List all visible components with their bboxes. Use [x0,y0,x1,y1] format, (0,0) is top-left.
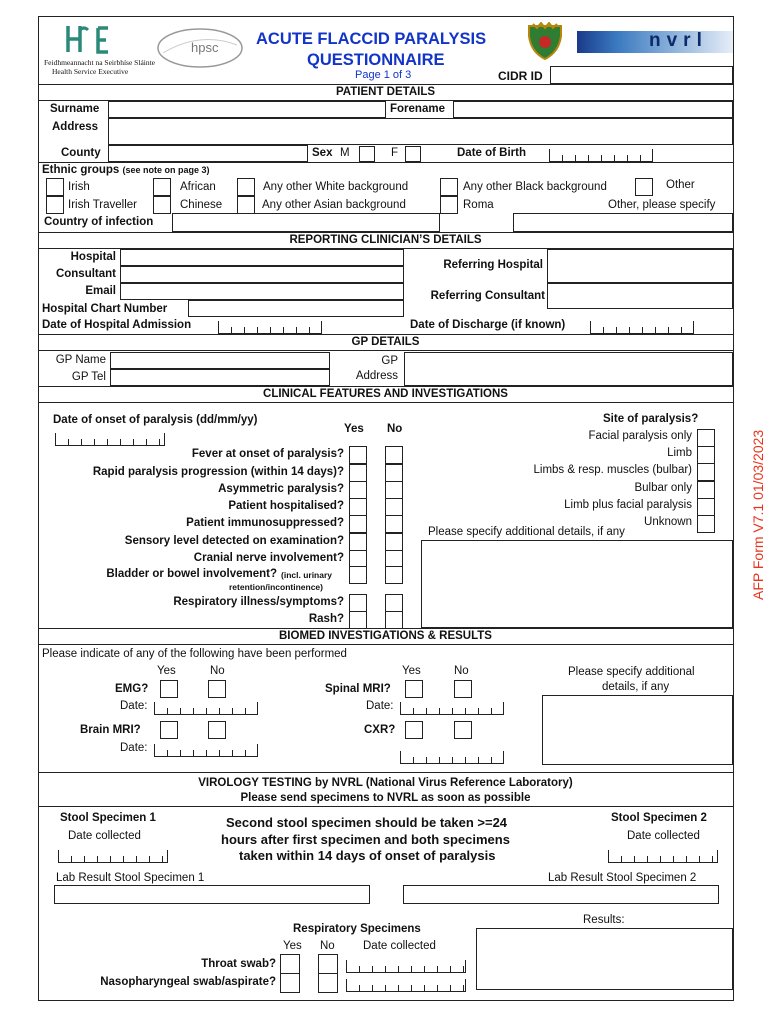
clinical-question-no-checkbox[interactable] [385,515,403,533]
admission-date-input[interactable] [218,321,322,334]
sex-label: Sex [312,147,333,159]
referring-consultant-input[interactable] [547,283,733,309]
divider [38,334,733,335]
consultant-label: Consultant [55,268,116,280]
naso-swab-date-input[interactable] [346,979,466,992]
divider [38,162,733,163]
clinical-question-label: Bladder or bowel involvement? [106,568,277,580]
divider [38,386,733,387]
divider [38,84,733,85]
section-subheading-virology: Please send specimens to NVRL as soon as possible [240,792,531,804]
throat-swab-yes-checkbox[interactable] [280,954,300,974]
ethnic-chinese-label: Chinese [180,199,223,211]
clinical-question-label: Fever at onset of paralysis? [191,448,344,460]
discharge-date-label: Date of Discharge (if known) [410,319,566,331]
clinical-question-yes-checkbox[interactable] [349,594,367,612]
site-option-checkbox[interactable] [697,498,715,516]
country-infection-input[interactable] [172,213,440,232]
emg-date-label: Date: [120,700,148,712]
cxr-yes-checkbox[interactable] [405,721,423,739]
hpsc-logo-text: hpsc [191,40,219,55]
clinical-question-yes-checkbox[interactable] [349,446,367,464]
site-option-label: Unknown [644,516,692,528]
yes-column-label: Yes [344,423,364,435]
ethnic-african-checkbox[interactable] [153,178,171,196]
naso-swab-label: Nasopharyngeal swab/aspirate? [100,976,276,988]
discharge-date-input[interactable] [590,321,694,334]
clinical-question-label: Cranial nerve involvement? [193,552,344,564]
stool1-date-input[interactable] [58,850,168,863]
site-option-label: Limbs & resp. muscles (bulbar) [533,464,692,476]
nvrl-logo-text: nvrl [649,30,708,51]
clinical-question-yes-checkbox[interactable] [349,515,367,533]
nvrl-logo [577,28,733,56]
brain-mri-date-input[interactable] [154,744,258,757]
ethnic-label [42,164,210,176]
clinical-question-no-checkbox[interactable] [385,611,403,629]
no-column-label: No [387,423,403,435]
clinical-question-yes-checkbox[interactable] [349,464,367,482]
surname-label: Surname [50,103,100,115]
clinical-question-no-checkbox[interactable] [385,533,403,551]
sex-male-checkbox[interactable] [359,146,375,162]
ethnic-other-specify-input[interactable] [513,213,733,232]
throat-swab-label: Throat swab? [201,958,276,970]
divider [38,772,733,773]
ethnic-irish-label: Irish [68,181,90,193]
ethnic-chinese-checkbox[interactable] [153,196,171,214]
address-input[interactable] [108,118,733,145]
gp-address-label: GP [381,355,398,367]
ethnic-roma-label: Roma [463,199,494,211]
brain-mri-yes-checkbox[interactable] [160,721,178,739]
divider [38,806,733,807]
results-input[interactable] [476,928,733,990]
clinical-question-label: Respiratory illness/symptoms? [173,596,344,608]
throat-swab-date-input[interactable] [346,960,466,973]
email-label: Email [85,285,116,297]
clinical-question-no-checkbox[interactable] [385,464,403,482]
spinal-mri-date-input[interactable] [400,702,504,715]
hospital-label: Hospital [70,251,116,263]
clinical-question-label: Sensory level detected on examination? [124,535,344,547]
county-input[interactable] [108,145,308,162]
lab2-label: Lab Result Stool Specimen 2 [548,872,697,884]
biomed-no-label: No [454,665,469,677]
ethnic-asian-other-label: Any other Asian background [262,199,406,211]
ethnic-irish-checkbox[interactable] [46,178,64,196]
referring-consultant-label: Referring Consultant [430,290,545,302]
cxr-date-input[interactable] [400,751,504,764]
spinal-mri-no-checkbox[interactable] [454,680,472,698]
site-option-label: Facial paralysis only [588,430,692,442]
ethnic-traveller-label: Irish Traveller [68,199,138,211]
stool-notice: taken within 14 days of onset of paralysis [239,848,496,863]
ethnic-black-other-checkbox[interactable] [440,178,458,196]
biomed-yes-label: Yes [402,665,421,677]
hse-logo [62,22,132,52]
naso-swab-yes-checkbox[interactable] [280,973,300,993]
brain-mri-label: Brain MRI? [80,724,141,736]
form-version-label: AFP Form V7.1 01/03/2023 [750,429,766,600]
forename-input[interactable] [453,101,733,118]
onset-date-label: Date of onset of paralysis (dd/mm/yy) [53,414,258,426]
clinical-question-yes-checkbox[interactable] [349,611,367,629]
bladder-note: retention/incontinence) [229,582,323,592]
referring-hospital-label: Referring Hospital [443,259,543,271]
site-option-checkbox[interactable] [697,446,715,464]
respiratory-date-label: Date collected [363,940,436,952]
form-title: ACUTE FLACCID PARALYSIS [256,30,487,48]
section-heading-biomed: BIOMED INVESTIGATIONS & RESULTS [279,630,492,642]
clinical-question-label: Patient immunosuppressed? [186,517,344,529]
biomed-intro: Please indicate of any of the following have been performed [42,648,347,660]
clinical-question-label: Patient hospitalised? [228,500,344,512]
ethnic-roma-checkbox[interactable] [440,196,458,214]
sex-male-label: M [340,147,350,159]
lab1-label: Lab Result Stool Specimen 1 [56,872,205,884]
site-option-label: Limb [667,447,692,459]
divider [38,232,733,233]
cidr-id-input[interactable] [550,66,733,84]
clinical-question-no-checkbox[interactable] [385,594,403,612]
bladder-note: (incl. urinary [281,570,333,580]
gp-name-label: GP Name [55,354,106,366]
brain-mri-no-checkbox[interactable] [208,721,226,739]
crest-logo-icon [523,22,567,62]
site-heading: Site of paralysis? [603,413,699,425]
clinical-question-label: Asymmetric paralysis? [218,483,344,495]
emg-date-input[interactable] [154,702,258,715]
respiratory-yes-label: Yes [283,940,302,952]
emg-no-checkbox[interactable] [208,680,226,698]
biomed-specify-input[interactable] [542,695,733,765]
site-option-checkbox[interactable] [697,429,715,447]
emg-yes-checkbox[interactable] [160,680,178,698]
stool2-date-label: Date collected [627,830,700,842]
results-label: Results: [583,914,625,926]
forename-label: Forename [390,103,445,115]
clinical-question-no-checkbox[interactable] [385,566,403,584]
lab2-input[interactable] [403,885,719,904]
site-option-label: Limb plus facial paralysis [564,499,692,511]
referring-hospital-input[interactable] [547,249,733,283]
clinical-specify-input[interactable] [421,540,733,628]
gp-tel-label: GP Tel [71,371,106,383]
surname-input[interactable] [108,101,386,118]
spinal-mri-label: Spinal MRI? [325,683,391,695]
hse-subtext: Health Service Executive [52,67,129,76]
consultant-input[interactable] [120,266,404,283]
divider [38,402,733,403]
stool-notice: Second stool specimen should be taken >=24 [226,815,508,830]
clinical-question-no-checkbox[interactable] [385,446,403,464]
hse-subtext: Feidhmeannacht na Seirbhíse Sláinte [44,58,156,67]
biomed-no-label: No [210,665,225,677]
ethnic-black-other-label: Any other Black background [463,181,607,193]
lab1-input[interactable] [54,885,370,904]
ethnic-traveller-checkbox[interactable] [46,196,64,214]
divider [38,644,733,645]
site-option-checkbox[interactable] [697,515,715,533]
section-heading-gp: GP DETAILS [351,336,420,348]
section-heading-virology: VIROLOGY TESTING by NVRL (National Virus Reference Laboratory) [198,777,573,789]
divider [38,350,733,351]
gp-address-input[interactable] [404,352,733,386]
page-number: Page 1 of 3 [355,69,412,81]
spinal-mri-yes-checkbox[interactable] [405,680,423,698]
stool2-date-input[interactable] [608,850,718,863]
ethnic-other-specify-label: Other, please specify [608,199,716,211]
section-heading-clinical: CLINICAL FEATURES AND INVESTIGATIONS [263,388,508,400]
form-title: QUESTIONNAIRE [307,51,445,69]
dob-input[interactable] [549,149,653,162]
cxr-label: CXR? [364,724,396,736]
stool2-label: Stool Specimen 2 [611,812,707,824]
ethnic-other-label: Other [666,179,695,191]
naso-swab-no-checkbox[interactable] [318,973,338,993]
hse-logo-icon [62,22,122,56]
site-option-checkbox[interactable] [697,481,715,499]
country-infection-label: Country of infection [44,216,154,228]
county-label: County [61,147,101,159]
ethnic-white-other-checkbox[interactable] [237,178,255,196]
gp-address-label: Address [355,370,398,382]
chart-number-input[interactable] [188,300,404,317]
throat-swab-no-checkbox[interactable] [318,954,338,974]
respiratory-no-label: No [320,940,335,952]
cidr-id-label: CIDR ID [498,69,543,83]
address-label: Address [52,121,99,133]
biomed-specify-label: Please specify additional [568,666,695,678]
clinical-specify-label: Please specify additional details, if any [428,526,625,538]
gp-name-input[interactable] [110,352,330,369]
biomed-yes-label: Yes [157,665,176,677]
biomed-specify-label: details, if any [602,681,670,693]
admission-date-label: Date of Hospital Admission [42,319,192,331]
emg-label: EMG? [115,683,149,695]
stool-notice: hours after first specimen and both specimens [221,832,510,847]
spinal-mri-date-label: Date: [366,700,394,712]
stool1-label: Stool Specimen 1 [60,812,156,824]
chart-number-label: Hospital Chart Number [42,303,168,315]
sex-female-checkbox[interactable] [405,146,421,162]
dob-label: Date of Birth [457,147,526,159]
gp-tel-input[interactable] [110,369,330,386]
clinical-question-label: Rash? [308,613,344,625]
ethnic-other-checkbox[interactable] [635,178,653,196]
clinical-question-yes-checkbox[interactable] [349,533,367,551]
clinical-question-yes-checkbox[interactable] [349,566,367,584]
section-heading-clinician: REPORTING CLINICIAN’S DETAILS [289,234,482,246]
email-input[interactable] [120,283,404,300]
ethnic-asian-other-checkbox[interactable] [237,196,255,214]
divider [38,628,733,629]
site-option-checkbox[interactable] [697,463,715,481]
ethnic-note: (see note on page 3) [122,165,210,175]
ethnic-white-other-label: Any other White background [263,181,409,193]
hospital-input[interactable] [120,249,404,266]
clinical-question-no-checkbox[interactable] [385,498,403,516]
stool1-date-label: Date collected [68,830,141,842]
brain-mri-date-label: Date: [120,742,148,754]
clinical-question-no-checkbox[interactable] [385,481,403,499]
respiratory-heading: Respiratory Specimens [293,923,421,935]
onset-date-input[interactable] [55,433,165,446]
hpsc-logo [155,27,245,69]
cxr-no-checkbox[interactable] [454,721,472,739]
sex-female-label: F [391,147,399,159]
clinical-question-label: Rapid paralysis progression (within 14 days)? [92,466,344,478]
ethnic-african-label: African [180,181,216,193]
clinical-question-yes-checkbox[interactable] [349,498,367,516]
ethnic-label-text: Ethnic groups [42,164,120,176]
site-option-label: Bulbar only [634,482,692,494]
clinical-question-yes-checkbox[interactable] [349,481,367,499]
section-heading-patient: PATIENT DETAILS [335,86,436,98]
